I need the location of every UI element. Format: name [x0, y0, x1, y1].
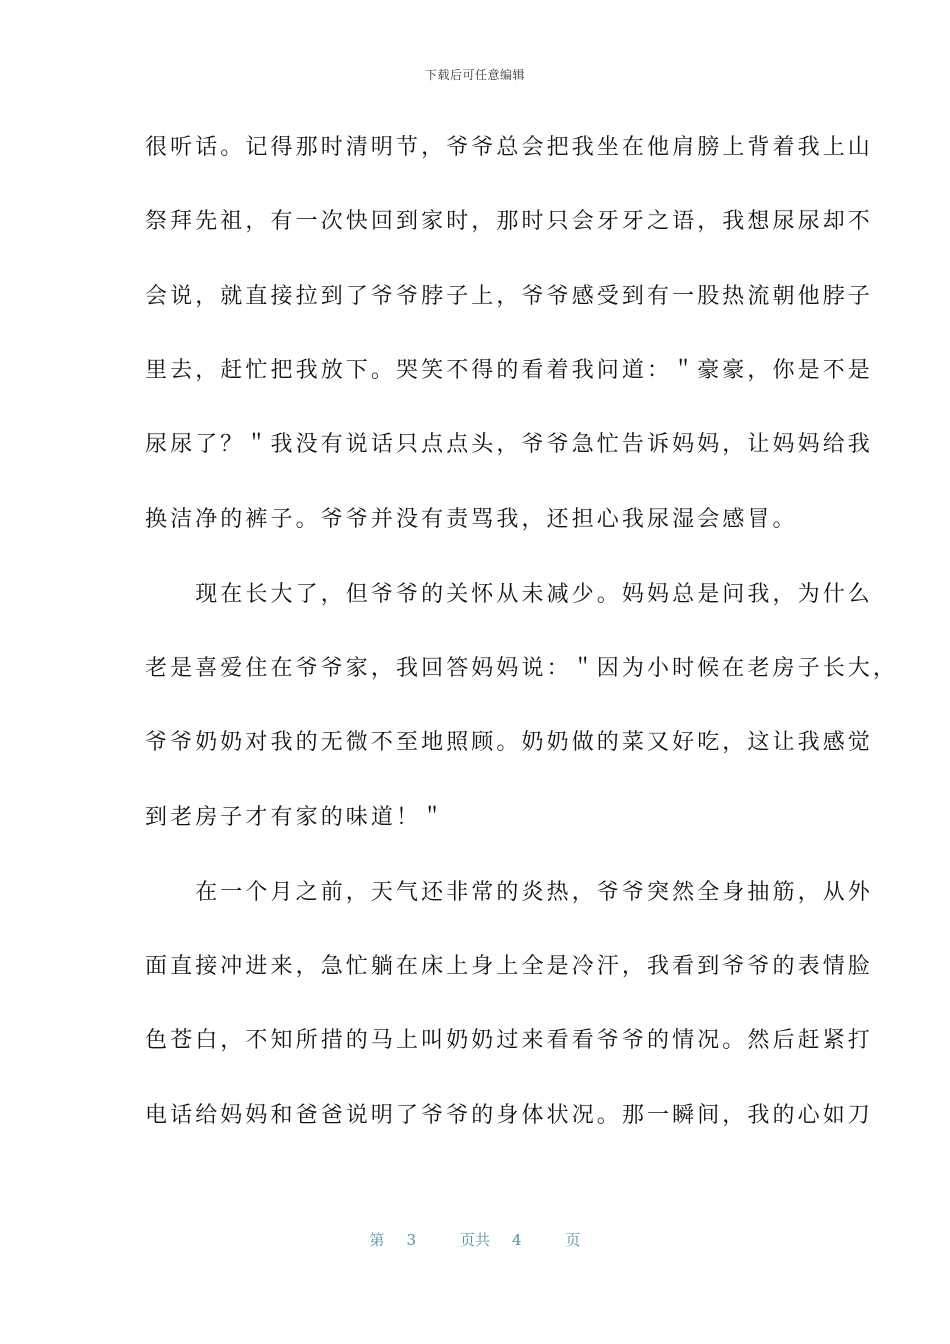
body-line: 在一个月之前，天气还非常的炎热，爷爷突然全身抽筋，从外 [145, 880, 873, 905]
body-line: 换洁净的裤子。爷爷并没有责骂我，还担心我尿湿会感冒。 [145, 507, 798, 532]
body-line: 面直接冲进来，急忙躺在床上身上全是冷汗，我看到爷爷的表情脸 [145, 954, 873, 979]
body-line: 爷爷奶奶对我的无微不至地照顾。奶奶做的菜又好吃，这让我感觉 [145, 730, 873, 755]
body-line: 祭拜先祖，有一次快回到家时，那时只会牙牙之语，我想尿尿却不 [145, 209, 873, 234]
body-line: 很听话。记得那时清明节，爷爷总会把我坐在他肩膀上背着我上山 [145, 135, 873, 160]
body-line: 色苍白，不知所措的马上叫奶奶过来看看爷爷的情况。然后赶紧打 [145, 1028, 873, 1053]
footer-prefix: 第 [369, 1231, 385, 1249]
page-footer [0, 1229, 950, 1250]
body-line: 到老房子才有家的味道！＂ [145, 805, 447, 830]
body-line: 老是喜爱住在爷爷家，我回答妈妈说：＂因为小时候在老房子长大， [145, 656, 899, 681]
page-header: 下载后可任意编辑 [424, 68, 525, 82]
footer-current-page: 3 [406, 1231, 416, 1249]
body-line: 会说，就直接拉到了爷爷脖子上，爷爷感受到有一股热流朝他脖子 [145, 284, 873, 309]
footer-total-pages: 4 [512, 1231, 522, 1249]
footer-middle: 页共 [459, 1231, 490, 1249]
body-line: 电话给妈妈和爸爸说明了爷爷的身体状况。那一瞬间，我的心如刀 [145, 1103, 873, 1128]
body-line: 尿尿了？＂我没有说话只点点头，爷爷急忙告诉妈妈，让妈妈给我 [145, 432, 873, 457]
body-line: 现在长大了，但爷爷的关怀从未减少。妈妈总是问我，为什么 [145, 582, 873, 607]
footer-suffix: 页 [565, 1231, 581, 1249]
body-line: 里去，赶忙把我放下。哭笑不得的看着我问道：＂豪豪，你是不是 [145, 358, 873, 383]
